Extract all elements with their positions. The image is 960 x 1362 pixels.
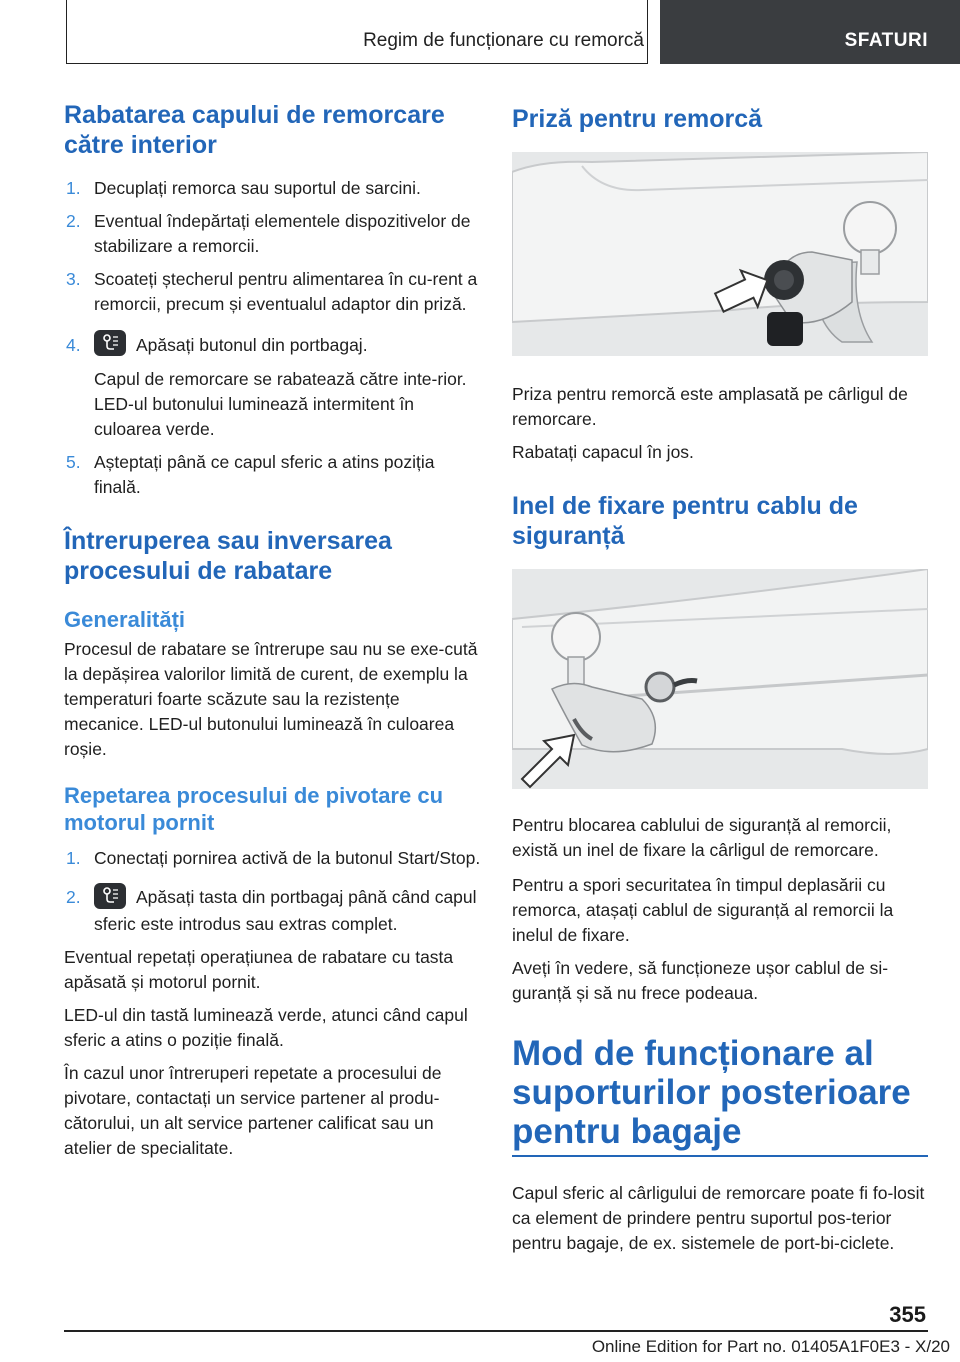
section-badge-label: SFATURI [844, 30, 928, 51]
step-number: 4. [66, 335, 81, 355]
list-item [64, 176, 484, 201]
general-text: Procesul de rabatare se întrerupe sau nu se exe-cută la depășirea valorilor limită de curent, de exemplu la temperaturi foarte scăzute sau la rezistențe mecanice. LED-ul butonului luminează în culoarea roșie. [64, 639, 478, 760]
carrier-para-1: Capul sferic al cârligului de remorcare poate fi fo-losit ca element de prindere pentru suportul pos-terior pentru bagaje, de ex. sistemele de port-bi-ciclete. [512, 1182, 925, 1253]
step-text: Eventual îndepărtați elementele dispozitivelor de stabilizare a remorcii. [94, 211, 471, 256]
step-text: Scoateți ștecherul pentru alimentarea în cu-rent a remorcii, precum și eventualul adaptor din priză. [94, 269, 478, 314]
heading-trailer-socket: Priză pentru remorcă [512, 105, 763, 133]
list-item [64, 885, 484, 936]
repeat-para-1: Eventual repetați operațiunea de rabatare cu tasta apăsată și motorul pornit. [64, 946, 454, 992]
heading-divider [512, 1155, 928, 1157]
ring-para-1: Pentru blocarea cablului de siguranță al remorcii, există un inel de fixare la cârligul de remorcare. [512, 815, 892, 860]
ring-para-2: Pentru a spori securitatea în timpul deplasării cu remorca, atașați cablul de siguranță al remorcii la inelul de fixare. [512, 875, 894, 945]
step-text: Așteptați până ce capul sferic a atins poziția finală. [94, 452, 435, 498]
list-item [64, 333, 484, 442]
socket-para-2: Rabatați capacul în jos. [512, 442, 694, 462]
subheading-repeat: Repetarea procesului de pivotare cu motorul pornit [64, 783, 444, 836]
list-item [64, 267, 484, 317]
list-item [64, 846, 484, 871]
step-number: 1. [66, 178, 81, 198]
step-number: 5. [66, 452, 81, 473]
trunk-hitch-button-icon [94, 330, 126, 356]
step-detail: Capul de remorcare se rabatează către inte-rior. LED-ul butonului luminează intermitent în culoarea verde. [94, 369, 467, 440]
step-number: 1. [66, 848, 81, 869]
socket-para-1: Priza pentru remorcă este amplasată pe cârligul de remorcare. [512, 384, 908, 429]
heading-fold-in: Rabatarea capului de remorcare către interior [64, 101, 445, 159]
page-header [0, 0, 960, 66]
header-title: Regim de funcționare cu remorcă [363, 30, 644, 51]
step-text: Apăsați tasta din portbagaj până când capul sferic este introdus sau extras complet. [94, 887, 477, 934]
step-number: 2. [66, 887, 81, 908]
footer-divider [64, 1330, 928, 1332]
safety-ring-image [512, 569, 928, 789]
step-text: Apăsați butonul din portbagaj. [136, 335, 368, 355]
repeat-steps [64, 846, 484, 936]
right-column [512, 100, 932, 1256]
step-number: 3. [66, 269, 81, 289]
repeat-para-2: LED-ul din tastă luminează verde, atunci când capul sferic a atins o poziție finală. [64, 1004, 468, 1050]
page-number: 355 [889, 1302, 926, 1327]
trunk-hitch-button-icon [94, 883, 126, 909]
step-number: 2. [66, 211, 81, 231]
subheading-general: Generalități [64, 607, 186, 633]
list-item [64, 450, 484, 500]
trailer-socket-image [512, 152, 928, 356]
footer-edition: Online Edition for Part no. 01405A1F0E3 - X/20 [591, 1337, 950, 1356]
section-badge [660, 0, 960, 64]
heading-safety-ring: Inel de fixare pentru cablu de siguranță [512, 492, 858, 550]
fold-in-steps [64, 176, 484, 500]
repeat-para-3: În cazul unor întreruperi repetate a procesului de pivotare, contactați un service partener al produ-cătorului, un alt service partener calificat sau un atelier de specialitate. [64, 1062, 442, 1158]
left-column [64, 100, 484, 1161]
heading-rear-carrier: Mod de funcționare al suporturilor posterioare pentru bagaje [512, 1034, 911, 1151]
heading-interrupt: Întreruperea sau inversarea procesului de rabatare [64, 527, 392, 586]
list-item [64, 209, 484, 259]
ring-para-3: Aveți în vedere, să funcționeze ușor cablul de si-guranță și să nu frece podeaua. [512, 958, 889, 1003]
step-text: Conectați pornirea activă de la butonul Start/Stop. [94, 848, 481, 869]
step-text: Decuplați remorca sau suportul de sarcini. [94, 178, 421, 198]
